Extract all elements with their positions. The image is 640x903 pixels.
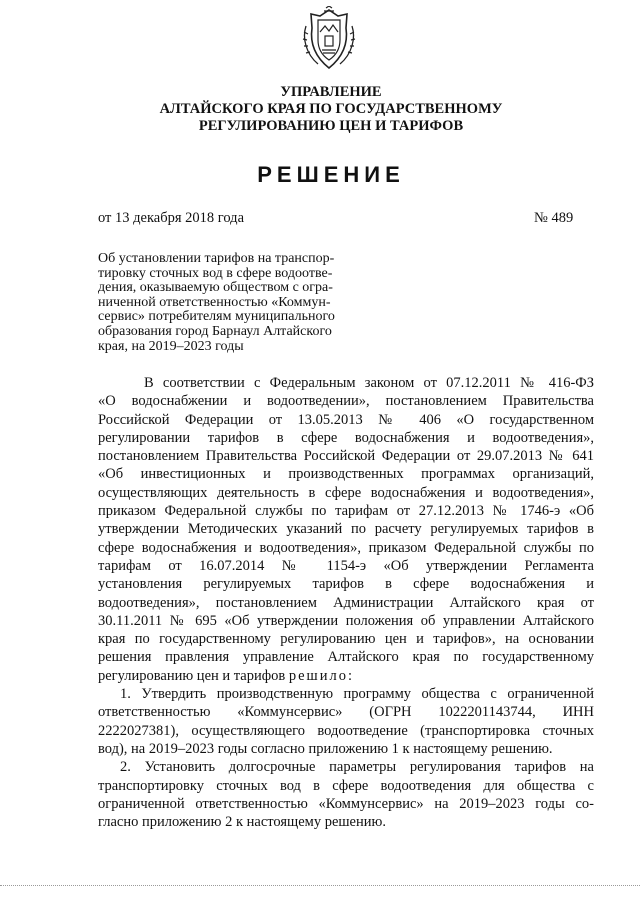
body-line: транспортировку сточных вод в сфере водоотведения для общества с	[98, 777, 594, 794]
subject-line: края, на 2019–2023 годы	[98, 338, 244, 354]
body-line: 2. Установить долгосрочные параметры регулирования тарифов на	[120, 759, 594, 776]
document-number: № 489	[534, 210, 574, 226]
body-line: края по государственному регулированию цен и тарифов», на основании	[98, 631, 594, 648]
decision-word: решило:	[288, 667, 354, 684]
body-line: постановлением Правительства Российской Федерации от 29.07.2013 № 641	[98, 448, 594, 465]
body-line: 1. Утвердить производственную программу общества с ограниченной	[120, 686, 594, 703]
header-line-1: УПРАВЛЕНИЕ	[280, 84, 382, 100]
subject-line: дения, оказываемую обществом с огра-	[98, 280, 333, 296]
body-line: регулировании тарифов в сфере водоснабжения и водоотведения»,	[98, 429, 594, 446]
body-line: 30.11.2011 № 695 «Об утверждении положения об управлении Алтайского	[98, 612, 594, 629]
header-line-3: РЕГУЛИРОВАНИЮ ЦЕН И ТАРИФОВ	[198, 118, 464, 134]
document-body	[98, 374, 594, 831]
body-line	[98, 667, 594, 685]
body-line: гласно приложению 2 к настоящему решению.	[98, 814, 386, 831]
header-line-2: АЛТАЙСКОГО КРАЯ ПО ГОСУДАРСТВЕННОМУ	[159, 101, 503, 117]
subject-line: образования город Барнаул Алтайского	[98, 323, 332, 339]
body-line: «О водоснабжении и водоотведении», постановлением Правительства	[98, 393, 594, 410]
body-line: тарифам от 16.07.2014 № 1154-э «Об утверждении Регламента	[98, 557, 594, 574]
body-line-text: регулированию цен и тарифов	[98, 667, 289, 684]
body-line: осуществляющих деятельность в сфере водоснабжения и водоотведения»,	[98, 484, 594, 501]
agency-header	[140, 84, 522, 135]
body-line: решения правления управление Алтайского края по государственному	[98, 649, 594, 666]
document-title: РЕШЕНИЕ	[257, 162, 405, 187]
document-subject	[98, 252, 368, 354]
body-line: вод), на 2019–2023 годы согласно приложению 1 к настоящему решению.	[98, 740, 553, 757]
body-line: установления регулируемых тарифов в сфере водоснабжения и	[98, 576, 594, 593]
body-line: сфере водоснабжения и водоотведения», приказом Федеральной службы по	[98, 539, 594, 556]
subject-line: сервис» потребителям муниципального	[98, 309, 335, 325]
body-line: «Об инвестиционных и производственных программах организаций,	[98, 466, 594, 483]
body-line: приказом Федеральной службы по тарифам от 27.12.2013 № 1746-э «Об	[98, 503, 594, 520]
body-line: утверждении Методических указаний по расчету регулируемых тарифов в	[98, 521, 594, 538]
body-line: ограниченной ответственностью «Коммунсервис» на 2019–2023 годы со-	[98, 795, 594, 812]
document-date: от 13 декабря 2018 года	[98, 210, 244, 226]
body-line: 2222027381), осуществляющего водоотведение (транспортировка сточных	[98, 722, 594, 739]
subject-line: тировку сточных вод в сфере водоотве-	[98, 265, 333, 281]
body-line: ответственностью «Коммунсервис» (ОГРН 1022201143744, ИНН	[98, 704, 594, 721]
body-line: водоотведения», постановлением Администрации Алтайского края от	[98, 594, 594, 611]
subject-line: ниченной ответственностью «Коммун-	[98, 294, 331, 310]
subject-line: Об установлении тарифов на транспор-	[98, 251, 335, 266]
page-bottom-divider	[0, 885, 640, 886]
body-line: В соответствии с Федеральным законом от 07.12.2011 № 416-ФЗ	[144, 375, 594, 391]
coat-of-arms-emblem	[298, 6, 360, 72]
body-line: Российской Федерации от 13.05.2013 № 406 «О государственном	[98, 411, 594, 428]
